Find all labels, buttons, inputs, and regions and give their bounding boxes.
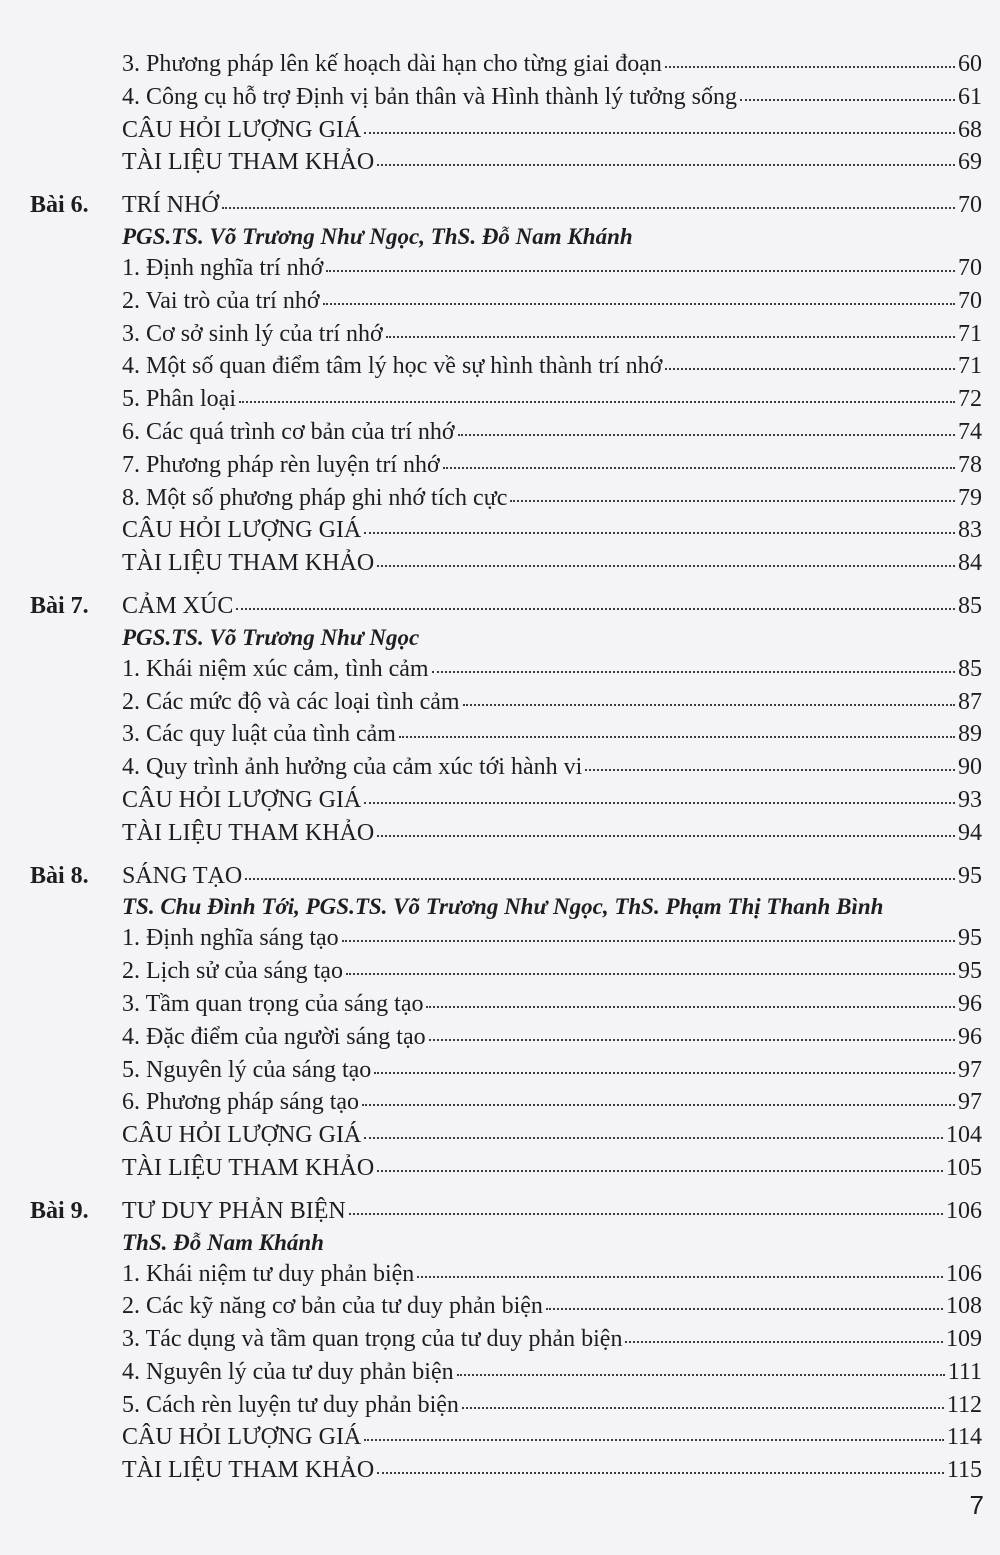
entry-title: 4. Đặc điểm của người sáng tạo	[122, 1023, 426, 1050]
entry-title: CÂU HỎI LƯỢNG GIÁ	[122, 1424, 362, 1451]
toc-entry-row[interactable]	[30, 653, 982, 686]
entry-page-number: 112	[946, 1391, 982, 1418]
toc-entry-row[interactable]	[30, 922, 982, 955]
entry-title: CÂU HỎI LƯỢNG GIÁ	[122, 517, 362, 544]
entry-title: 3. Tầm quan trọng của sáng tạo	[122, 990, 424, 1017]
entry-title: 8. Một số phương pháp ghi nhớ tích cực	[122, 484, 508, 511]
dot-leader	[443, 466, 955, 469]
lesson-label: Bài 6.	[30, 192, 89, 219]
toc-entry-row[interactable]	[30, 514, 982, 547]
toc-entry-row[interactable]	[30, 1421, 982, 1454]
entry-page-number: 95	[958, 958, 982, 985]
entry-title: 2. Các mức độ và các loại tình cảm	[122, 688, 460, 715]
dot-leader	[740, 98, 955, 101]
toc-entry-row[interactable]	[30, 1290, 982, 1323]
dot-leader	[342, 939, 955, 942]
entry-page-number: 70	[958, 192, 982, 219]
dot-leader	[377, 1471, 944, 1474]
toc-entry-row[interactable]	[30, 1054, 982, 1087]
entry-page-number: 84	[958, 550, 982, 577]
entry-title: TÀI LIỆU THAM KHẢO	[122, 550, 375, 577]
dot-leader	[377, 163, 955, 166]
dot-leader	[346, 972, 955, 975]
lesson-author: PGS.TS. Võ Trương Như Ngọc	[122, 624, 420, 650]
lesson-author: ThS. Đỗ Nam Khánh	[122, 1229, 324, 1255]
dot-leader	[457, 1373, 945, 1376]
entry-page-number: 87	[958, 688, 982, 715]
toc-entry-row[interactable]	[30, 318, 982, 351]
dot-leader	[364, 1136, 943, 1139]
dot-leader	[349, 1212, 943, 1215]
entry-title: 3. Phương pháp lên kế hoạch dài hạn cho từng giai đoạn	[122, 51, 662, 77]
entry-page-number: 94	[958, 819, 982, 846]
dot-leader	[665, 367, 955, 370]
toc-entry-row[interactable]	[30, 1119, 982, 1152]
entry-page-number: 71	[958, 320, 982, 347]
entry-page-number: 79	[958, 484, 982, 511]
entry-page-number: 104	[946, 1122, 982, 1149]
dot-leader	[426, 1005, 955, 1008]
entry-page-number: 85	[958, 592, 982, 619]
section-gap	[30, 850, 982, 860]
entry-title: 1. Định nghĩa sáng tạo	[122, 925, 339, 952]
lesson-title: CẢM XÚC	[122, 592, 234, 619]
entry-title: TÀI LIỆU THAM KHẢO	[122, 149, 375, 176]
entry-page-number: 95	[958, 862, 982, 889]
entry-title: 3. Cơ sở sinh lý của trí nhớ	[122, 320, 383, 347]
lesson-label: Bài 8.	[30, 862, 89, 889]
entry-page-number: 70	[958, 287, 982, 314]
entry-title: 6. Các quá trình cơ bản của trí nhớ	[122, 418, 455, 445]
toc-entry-row[interactable]	[30, 416, 982, 449]
entry-title: 4. Công cụ hỗ trợ Định vị bản thân và Hình thành lý tưởng sống	[122, 83, 737, 110]
entry-title: 2. Các kỹ năng cơ bản của tư duy phản biện	[122, 1293, 543, 1320]
entry-page-number: 97	[958, 1089, 982, 1116]
entry-title: CÂU HỎI LƯỢNG GIÁ	[122, 116, 362, 143]
toc-entry-row[interactable]	[30, 350, 982, 383]
toc-entry-row[interactable]	[30, 955, 982, 988]
entry-page-number: 95	[958, 925, 982, 952]
entry-title: TÀI LIỆU THAM KHẢO	[122, 1154, 375, 1181]
toc-entry-row[interactable]	[30, 482, 982, 515]
entry-page-number: 83	[958, 517, 982, 544]
dot-leader	[323, 302, 955, 305]
toc-entry-row[interactable]	[30, 48, 982, 81]
lesson-author: PGS.TS. Võ Trương Như Ngọc, ThS. Đỗ Nam Khánh	[122, 223, 633, 249]
dot-leader	[546, 1307, 943, 1310]
dot-leader	[510, 499, 955, 502]
entry-page-number: 72	[958, 386, 982, 413]
entry-title: TÀI LIỆU THAM KHẢO	[122, 1457, 375, 1484]
dot-leader	[364, 801, 955, 804]
dot-leader	[463, 703, 955, 706]
entry-page-number: 90	[958, 754, 982, 781]
entry-title: 1. Định nghĩa trí nhớ	[122, 254, 324, 281]
toc-entry-row[interactable]	[30, 1356, 982, 1389]
entry-page-number: 105	[946, 1154, 982, 1181]
toc-entry-row[interactable]	[30, 81, 982, 114]
lesson-label: Bài 7.	[30, 592, 89, 619]
entry-page-number: 106	[946, 1260, 982, 1287]
dot-leader	[245, 877, 955, 880]
toc-entry-row[interactable]	[30, 114, 982, 147]
entry-title: 5. Phân loại	[122, 386, 236, 413]
toc-lesson-row[interactable]	[30, 590, 982, 623]
entry-title: 3. Tác dụng và tầm quan trọng của tư duy phản biện	[122, 1326, 623, 1353]
toc-entry-row[interactable]	[30, 1258, 982, 1291]
toc-entry-row[interactable]	[30, 1152, 982, 1185]
toc-entry-row[interactable]	[30, 784, 982, 817]
entry-page-number: 69	[958, 149, 982, 176]
entry-title: 1. Khái niệm xúc cảm, tình cảm	[122, 655, 429, 682]
dot-leader	[222, 206, 955, 209]
entry-page-number: 74	[958, 418, 982, 445]
dot-leader	[625, 1340, 943, 1343]
toc-entry-row[interactable]	[30, 285, 982, 318]
entry-page-number: 68	[958, 116, 982, 143]
toc-entry-row[interactable]	[30, 146, 982, 179]
entry-page-number: 96	[958, 1023, 982, 1050]
entry-page-number: 111	[947, 1358, 982, 1385]
entry-title: 2. Vai trò của trí nhớ	[122, 287, 320, 314]
entry-page-number: 61	[958, 83, 982, 110]
dot-leader	[374, 1071, 955, 1074]
dot-leader	[377, 834, 955, 837]
entry-page-number: 78	[958, 451, 982, 478]
entry-page-number: 96	[958, 990, 982, 1017]
toc-entry-row[interactable]	[30, 817, 982, 850]
entry-page-number: 93	[958, 786, 982, 813]
dot-leader	[458, 433, 955, 436]
dot-leader	[386, 335, 955, 338]
toc-lesson-row[interactable]	[30, 1195, 982, 1228]
entry-title: CÂU HỎI LƯỢNG GIÁ	[122, 786, 362, 813]
page-number: 7	[969, 1490, 984, 1520]
entry-page-number: 106	[946, 1197, 982, 1224]
entry-title: CÂU HỎI LƯỢNG GIÁ	[122, 1122, 362, 1149]
toc-lesson-row[interactable]	[30, 860, 982, 893]
entry-page-number: 109	[946, 1326, 982, 1353]
entry-title: 2. Lịch sử của sáng tạo	[122, 958, 343, 985]
lesson-title: SÁNG TẠO	[122, 862, 243, 889]
dot-leader	[364, 531, 955, 534]
dot-leader	[239, 400, 955, 403]
table-of-contents	[30, 48, 982, 1487]
toc-entry-row[interactable]	[30, 449, 982, 482]
entry-title: 1. Khái niệm tư duy phản biện	[122, 1260, 415, 1287]
dot-leader	[236, 607, 955, 610]
entry-page-number: 115	[946, 1457, 982, 1484]
dot-leader	[362, 1103, 955, 1106]
toc-lesson-row[interactable]	[30, 189, 982, 222]
toc-entry-row[interactable]	[30, 1454, 982, 1487]
toc-entry-row[interactable]	[30, 718, 982, 751]
dot-leader	[417, 1275, 943, 1278]
dot-leader	[462, 1406, 944, 1409]
section-gap	[30, 580, 982, 590]
entry-title: 6. Phương pháp sáng tạo	[122, 1089, 360, 1116]
toc-entry-row[interactable]	[30, 686, 982, 719]
entry-title: TÀI LIỆU THAM KHẢO	[122, 819, 375, 846]
entry-page-number: 89	[958, 721, 982, 748]
dot-leader	[399, 735, 955, 738]
dot-leader	[377, 564, 955, 567]
dot-leader	[432, 670, 955, 673]
toc-entry-row[interactable]	[30, 383, 982, 416]
toc-entry-row[interactable]	[30, 1086, 982, 1119]
entry-title: 7. Phương pháp rèn luyện trí nhớ	[122, 451, 440, 478]
dot-leader	[364, 131, 955, 134]
entry-page-number: 97	[958, 1056, 982, 1083]
dot-leader	[364, 1438, 944, 1441]
entry-title: 5. Cách rèn luyện tư duy phản biện	[122, 1391, 459, 1418]
entry-title: 4. Một số quan điểm tâm lý học về sự hình thành trí nhớ	[122, 353, 663, 380]
entry-title: 3. Các quy luật của tình cảm	[122, 721, 396, 748]
entry-title: 4. Nguyên lý của tư duy phản biện	[122, 1358, 454, 1385]
toc-entry-row[interactable]	[30, 1389, 982, 1422]
entry-page-number: 71	[958, 353, 982, 380]
toc-entry-row[interactable]	[30, 751, 982, 784]
toc-entry-row[interactable]	[30, 1323, 982, 1356]
entry-page-number: 114	[946, 1424, 982, 1451]
toc-entry-row[interactable]	[30, 1021, 982, 1054]
entry-title: 5. Nguyên lý của sáng tạo	[122, 1056, 372, 1083]
dot-leader	[429, 1038, 955, 1041]
section-gap	[30, 1185, 982, 1195]
toc-entry-row[interactable]	[30, 547, 982, 580]
lesson-author: TS. Chu Đình Tới, PGS.TS. Võ Trương Như Ngọc, ThS. Phạm Thị Thanh Bình	[122, 894, 884, 920]
section-gap	[30, 179, 982, 189]
lesson-title: TRÍ NHỚ	[122, 192, 219, 219]
dot-leader	[585, 768, 955, 771]
dot-leader	[665, 65, 955, 68]
entry-page-number: 108	[946, 1293, 982, 1320]
dot-leader	[377, 1169, 943, 1172]
toc-entry-row[interactable]	[30, 988, 982, 1021]
lesson-title: TƯ DUY PHẢN BIỆN	[122, 1197, 346, 1224]
entry-page-number: 70	[958, 254, 982, 281]
lesson-label: Bài 9.	[30, 1197, 89, 1224]
dot-leader	[326, 269, 955, 272]
entry-page-number: 60	[958, 51, 982, 77]
toc-entry-row[interactable]	[30, 252, 982, 285]
entry-page-number: 85	[958, 655, 982, 682]
entry-title: 4. Quy trình ảnh hưởng của cảm xúc tới hành vi	[122, 754, 583, 781]
